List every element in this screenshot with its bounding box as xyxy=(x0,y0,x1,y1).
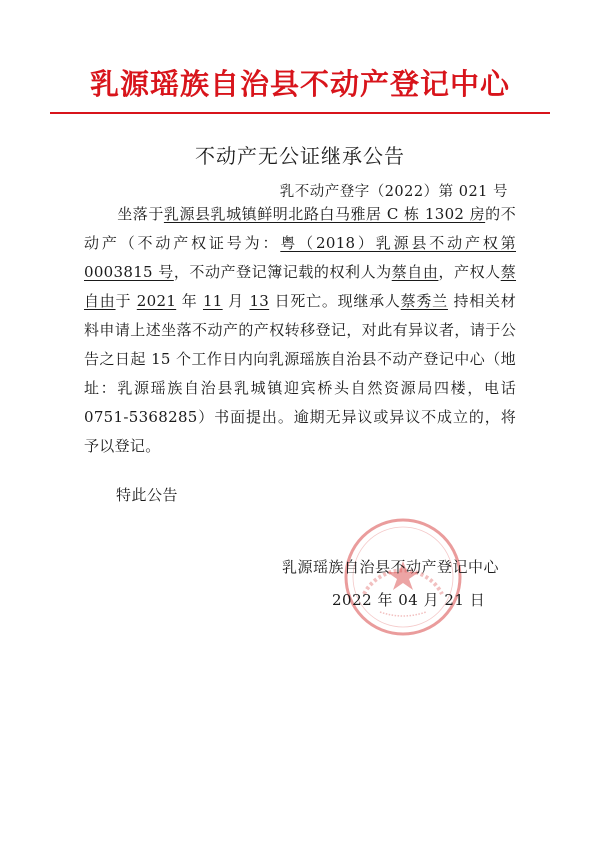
death-year: 2021 xyxy=(136,292,177,310)
org-header: 乳源瑶族自治县不动产登记中心 xyxy=(89,67,510,101)
signing-organization: 乳源瑶族自治县不动产登记中心 xyxy=(282,558,500,576)
body-segment-e: 年 xyxy=(176,292,203,310)
notice-body xyxy=(84,200,516,461)
body-segment-f: 月 xyxy=(222,292,250,310)
body-segment-b: ，不动产登记簿记载的权利人为 xyxy=(173,263,392,281)
body-paragraph xyxy=(84,200,516,461)
heir-name: 蔡秀兰 xyxy=(400,292,448,310)
closing-phrase: 特此公告 xyxy=(116,486,179,504)
notice-title: 不动产无公证继承公告 xyxy=(195,144,405,168)
signing-date: 2022 年 04 月 21 日 xyxy=(332,591,486,609)
body-segment-d: 于 xyxy=(115,292,137,310)
certificate-number: 粤（2018）乳源县不动产权第 0003815 号 xyxy=(84,234,516,281)
document-number: 乳不动产登字（2022）第 021 号 xyxy=(279,184,508,200)
body-lead: 坐落于 xyxy=(117,205,164,223)
official-seal-icon xyxy=(342,516,464,638)
body-segment-a: 的不动产（不动产权证号为： xyxy=(84,205,516,252)
property-address: 乳源县乳城镇鲜明北路白马雅居 C 栋 1302 房 xyxy=(163,205,486,223)
death-day: 13 xyxy=(249,292,270,310)
death-month: 11 xyxy=(202,292,223,310)
body-segment-c: ，产权人 xyxy=(438,263,501,281)
body-segment-g: 日死亡。现继承人 xyxy=(269,292,401,310)
owner-name: 蔡自由 xyxy=(84,263,517,310)
body-segment-h: 持相关材料申请上述坐落不动产的产权转移登记，对此有异议者，请于公告之日起 15 个工作日内向乳源瑶族自治县不动产登记中心（地址：乳源瑶族自治县乳城镇迎宾桥头自然资源局四楼，电话 0751-5368285）书面提出。逾期无异议或异议不成立的，将予以登记。 xyxy=(84,292,517,455)
right-holder-name: 蔡自由 xyxy=(391,263,439,281)
header-rule xyxy=(50,112,550,114)
